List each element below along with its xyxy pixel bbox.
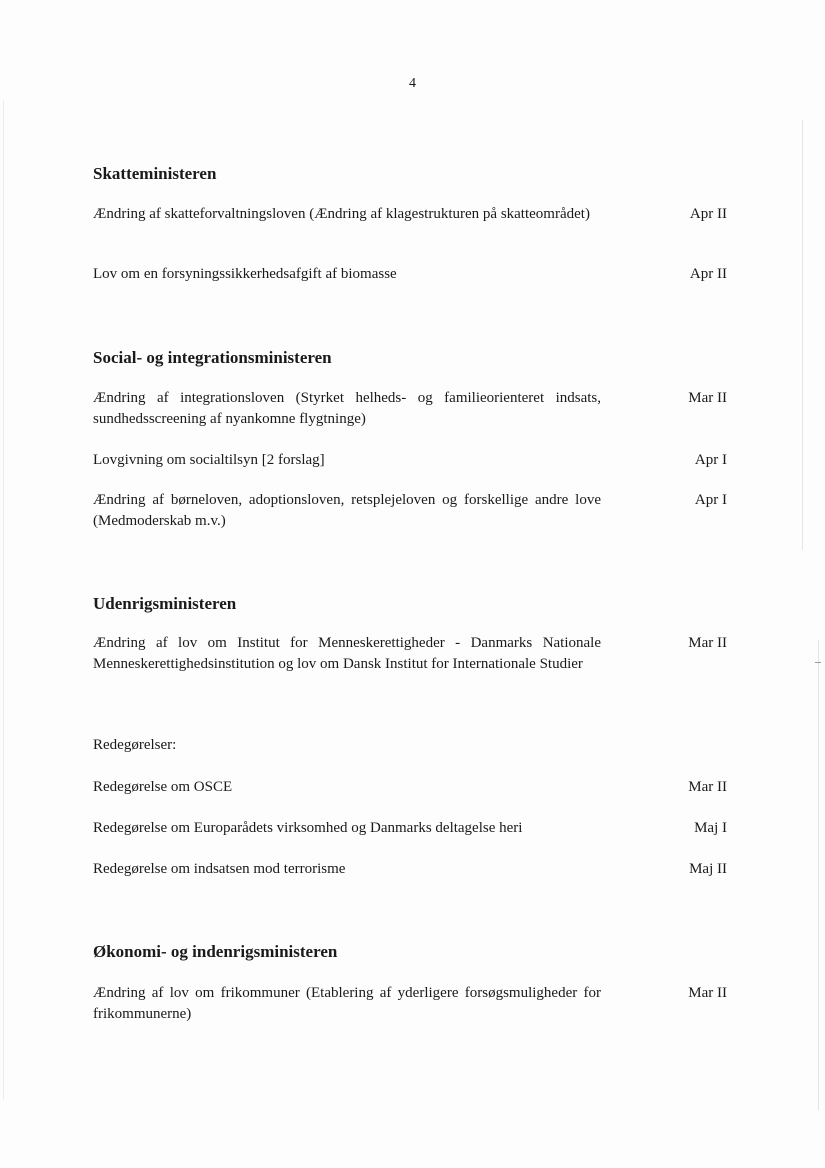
item-text: Ændring af lov om Institut for Menneskerettigheder - Danmarks Nationale Menneskerettighedsinstitution og lov om Dansk Institut for Internationale Studier bbox=[93, 635, 601, 672]
item-date: Maj I bbox=[694, 820, 727, 836]
sub-label-redegoerelser: Redegørelser: bbox=[93, 737, 177, 753]
item-date: Apr II bbox=[689, 206, 727, 222]
item-text: Redegørelse om OSCE bbox=[93, 779, 233, 795]
item-date: Mar II bbox=[688, 635, 727, 651]
scan-edge-right bbox=[802, 120, 803, 550]
item-text: Redegørelse om Europarådets virksomhed og Danmarks deltagelse heri bbox=[93, 820, 523, 836]
item-date: Apr I bbox=[694, 492, 727, 508]
item-date: Mar II bbox=[688, 985, 727, 1001]
section-heading-skatteministeren: Skatteministeren bbox=[93, 164, 217, 183]
item-text: Lovgivning om socialtilsyn [2 forslag] bbox=[93, 452, 325, 468]
item-text: Ændring af lov om frikommuner (Etablering af yderligere forsøgsmuligheder for frikommunerne) bbox=[93, 985, 601, 1022]
item-date: Mar II bbox=[688, 779, 727, 795]
item-text: Redegørelse om indsatsen mod terrorisme bbox=[93, 861, 346, 877]
item-text: Ændring af børneloven, adoptionsloven, retsplejeloven og forskellige andre love (Medmoderskab m.v.) bbox=[93, 492, 601, 529]
item-text: Lov om en forsyningssikkerhedsafgift af biomasse bbox=[93, 266, 397, 282]
scan-edge-right-lower bbox=[818, 640, 819, 1110]
page-number: 4 bbox=[409, 76, 416, 91]
item-date: Maj II bbox=[689, 861, 727, 877]
scan-edge-tick bbox=[815, 662, 821, 663]
item-text: Ændring af skatteforvaltningsloven (Ændring af klagestrukturen på skatteområdet) bbox=[93, 206, 590, 222]
section-heading-udenrigsministeren: Udenrigsministeren bbox=[93, 594, 237, 613]
item-date: Mar II bbox=[688, 390, 727, 406]
item-text: Ændring af integrationsloven (Styrket helheds- og familieorienteret indsats, sundhedsscreening af nyankomne flygtninge) bbox=[93, 390, 601, 427]
section-heading-social-og-integrationsministeren: Social- og integrationsministeren bbox=[93, 348, 332, 367]
item-date: Apr I bbox=[694, 452, 727, 468]
scan-edge-left bbox=[3, 100, 4, 1100]
section-heading-oekonomi-og-indenrigsministeren: Økonomi- og indenrigsministeren bbox=[93, 942, 338, 961]
item-date: Apr II bbox=[689, 266, 727, 282]
